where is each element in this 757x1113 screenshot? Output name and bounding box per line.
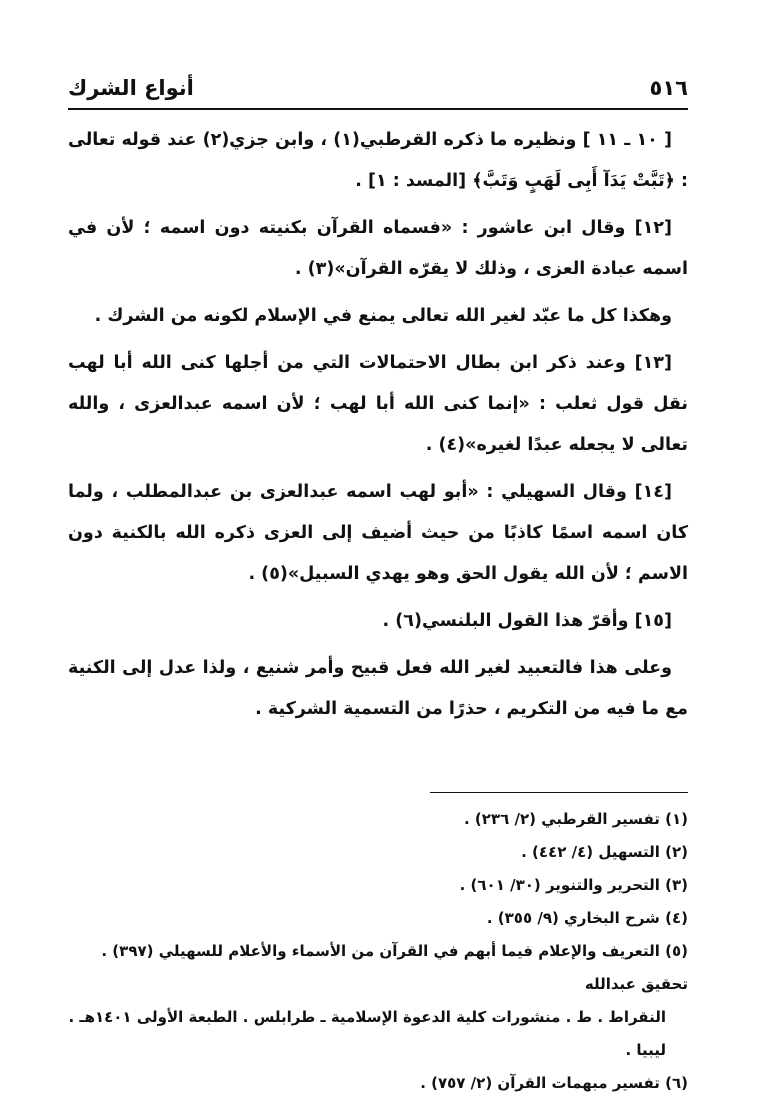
footnote-5: (٥) التعريف والإعلام فيما أبهم في القرآن من الأسماء والأعلام للسهيلي (٣٩٧) . تحقيق عبدالله — [101, 942, 688, 993]
footnote-4: (٤) شرح البخاري (٩/ ٣٥٥) . — [486, 909, 688, 927]
footnote-5-continued: النقراط . ط . منشورات كلية الدعوة الإسلامية ـ طرابلس . الطبعة الأولى ١٤٠١هـ . ليبيا . — [68, 1008, 666, 1059]
paragraph-conclusion: وعلى هذا فالتعبيد لغير الله فعل قبيح وأمر شنيع ، ولذا عدل إلى الكنية مع ما فيه من التكريم ، حذرًا من التسمية الشركية . — [68, 658, 688, 719]
footnotes — [68, 803, 688, 1100]
paragraph-summary: وهكذا كل ما عبّد لغير الله تعالى يمنع في الإسلام لكونه من الشرك . — [94, 306, 672, 326]
paragraph-10-11: [ ١٠ ـ ١١ ] ونظيره ما ذكره القرطبي(١) ، وابن جزي(٢) عند قوله تعالى : ﴿تَبَّتْ يَدَآ أَبِى لَهَبٍ وَتَبَّ﴾ [المسد : ١] . — [68, 130, 688, 191]
paragraph-12: [١٢] وقال ابن عاشور : «فسماه القرآن بكنيته دون اسمه ؛ لأن في اسمه عبادة العزى ، وذلك لا يقرّه القرآن»(٣) . — [68, 218, 688, 279]
chapter-title: أنواع الشرك — [68, 76, 194, 100]
footnote-separator — [430, 792, 688, 793]
document-page — [68, 70, 688, 1092]
main-text — [68, 120, 688, 736]
paragraph-14: [١٤] وقال السهيلي : «أبو لهب اسمه عبدالعزى بن عبدالمطلب ، ولما كان اسمه اسمًا كاذبًا من حيث أضيف إلى العزى ذكره الله بالكنية دون الاسم ؛ لأن الله يقول الحق وهو يهدي السبيل»(٥) . — [68, 482, 688, 584]
paragraph-13: [١٣] وعند ذكر ابن بطال الاحتمالات التي من أجلها كنى الله أبا لهب نقل قول ثعلب : «إنما كنى الله أبا لهب ؛ لأن اسمه عبدالعزى ، والله تعالى لا يجعله عبدًا لغيره»(٤) . — [68, 353, 688, 455]
page-number: ٥١٦ — [649, 76, 688, 100]
footnote-6: (٦) تفسير مبهمات القرآن (٢/ ٧٥٧) . — [420, 1074, 688, 1092]
footnote-3: (٣) التحرير والتنوير (٣٠/ ٦٠١) . — [459, 876, 688, 894]
running-header — [68, 70, 688, 110]
paragraph-15: [١٥] وأقرّ هذا القول البلنسي(٦) . — [382, 611, 672, 631]
footnote-1: (١) تفسير القرطبي (٢/ ٢٣٦) . — [464, 810, 688, 828]
footnote-2: (٢) التسهيل (٤/ ٤٤٢) . — [521, 843, 688, 861]
